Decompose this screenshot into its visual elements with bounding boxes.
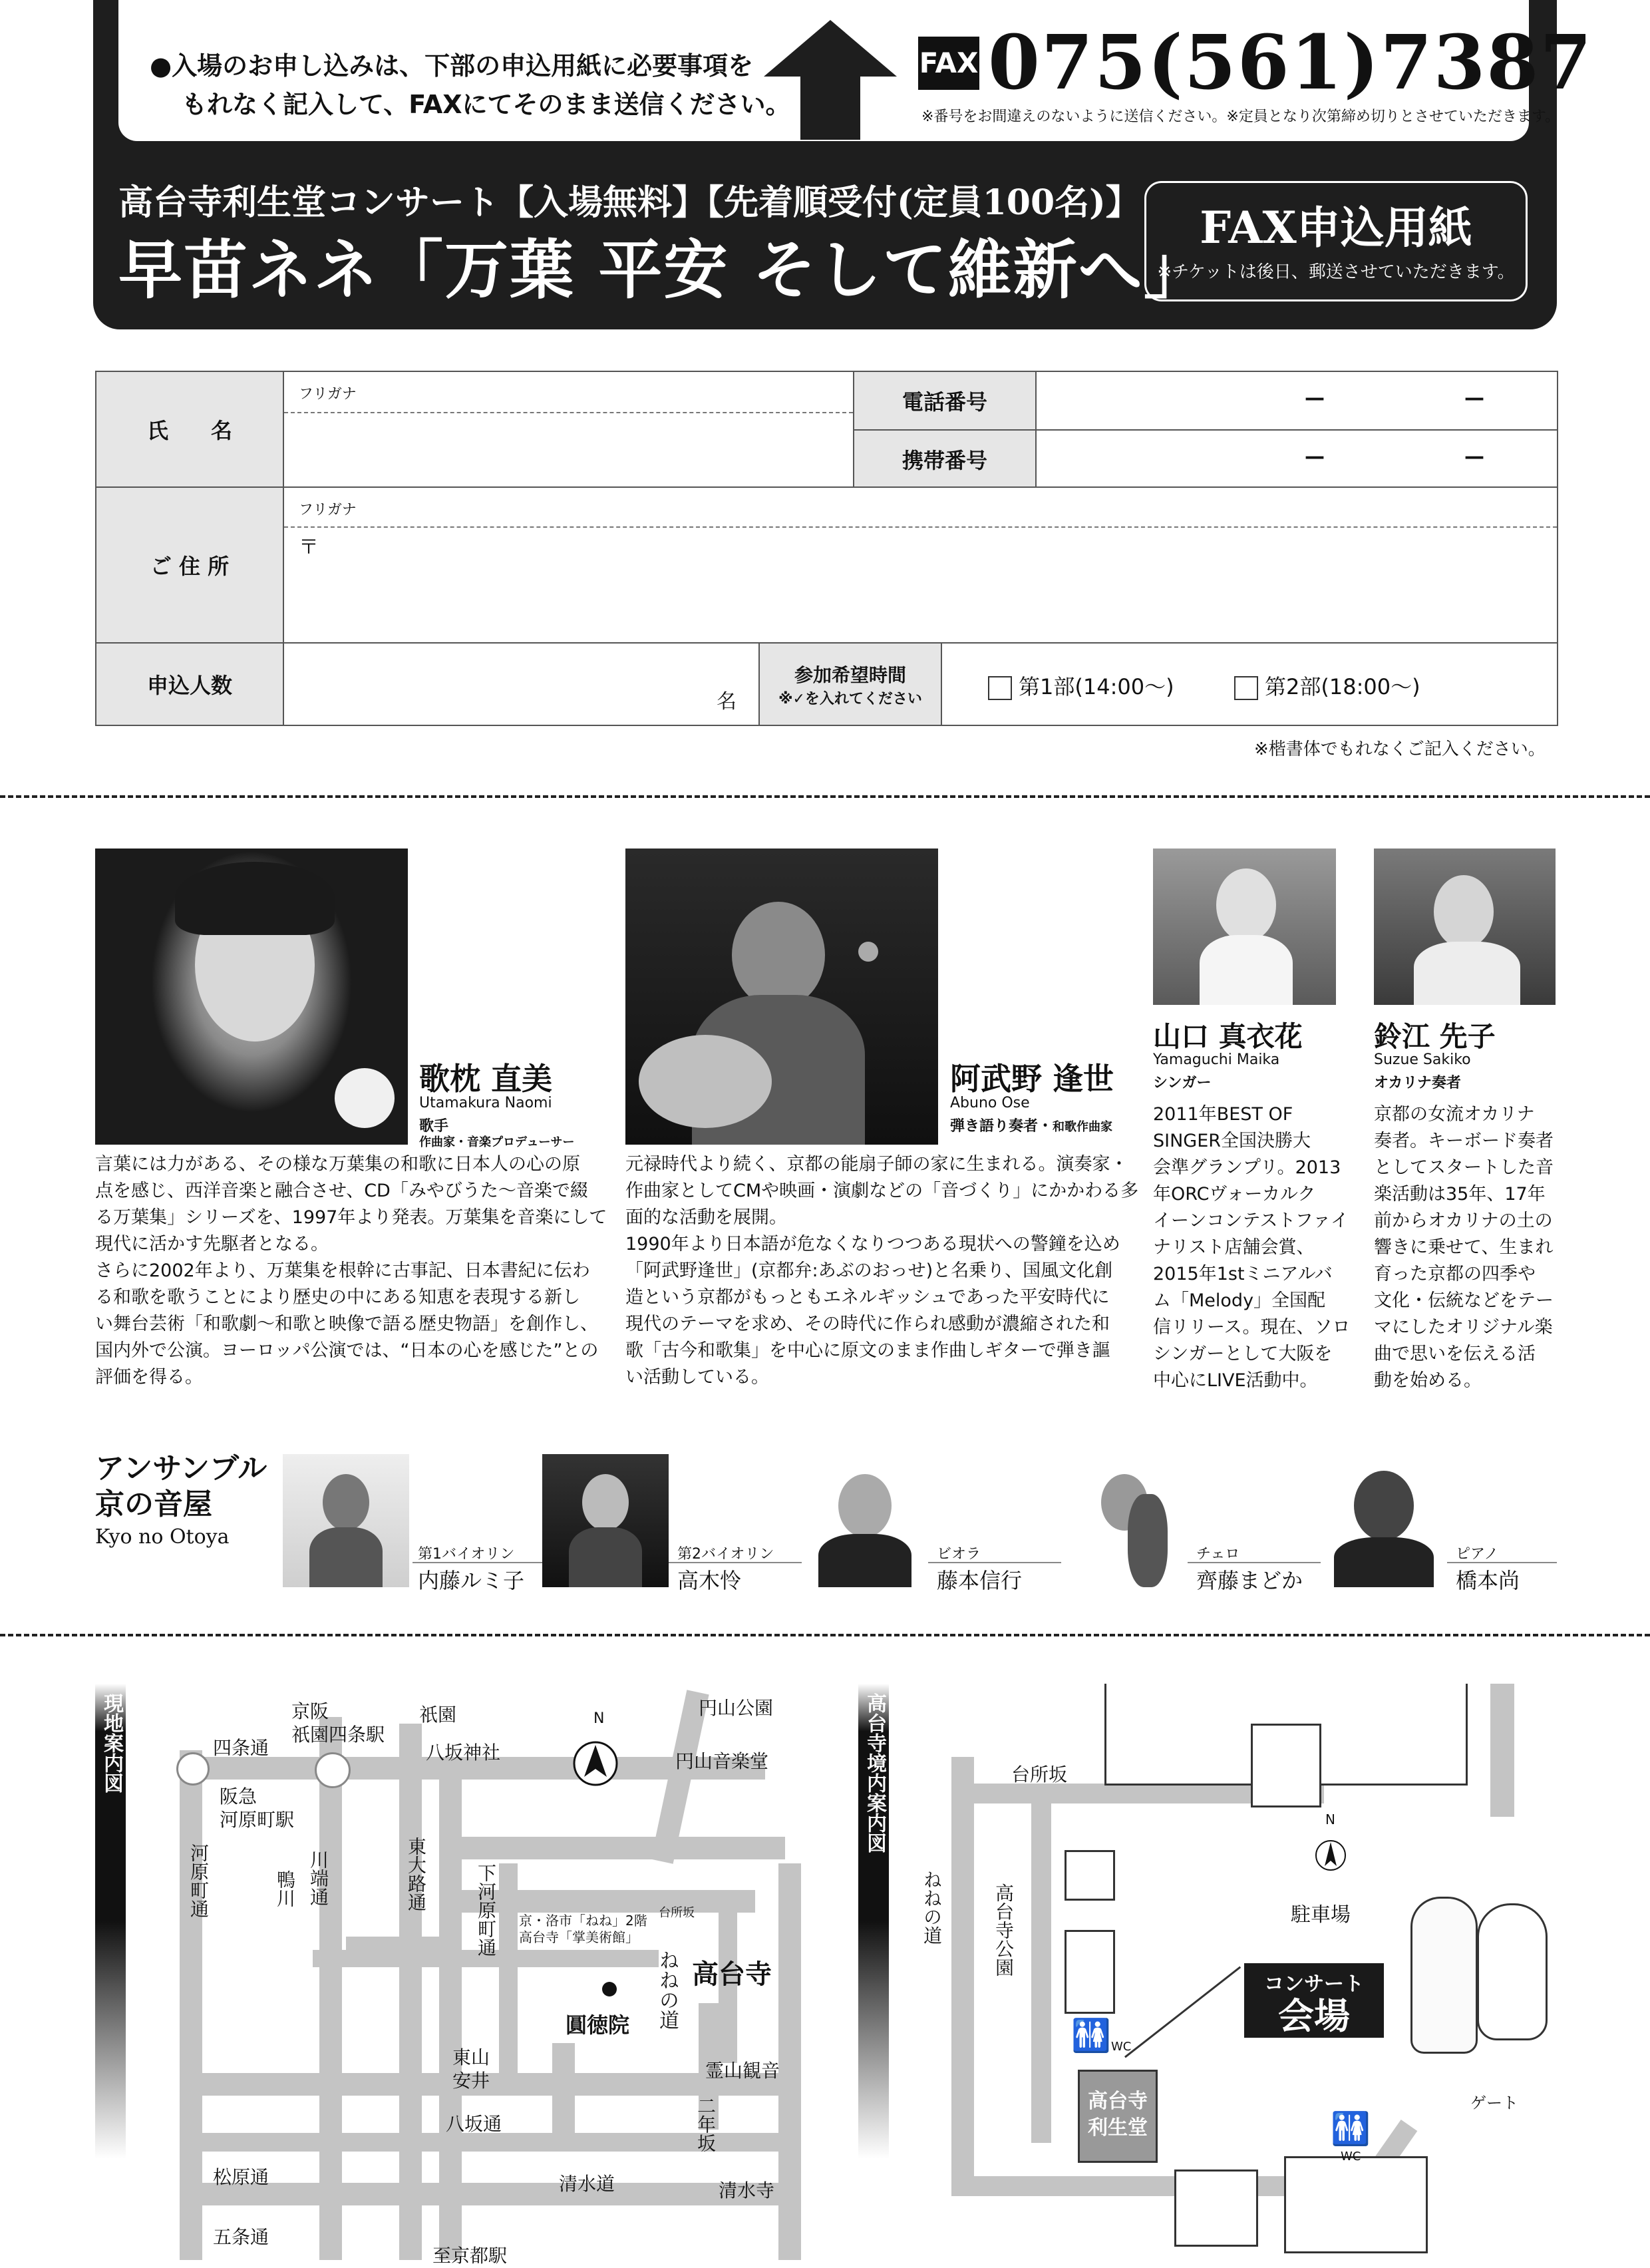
label-gion-shijo: 祇園四条駅 xyxy=(291,1724,385,1746)
risho-do-building xyxy=(1078,2070,1158,2163)
ensemble-title-2: 京の音屋 xyxy=(95,1487,212,1521)
performer-role-suzue: オカリナ奏者 xyxy=(1374,1075,1461,1091)
label-hankyu: 阪急 xyxy=(220,1786,257,1807)
ensemble-part-2: 第2バイオリン xyxy=(677,1546,774,1563)
performer-role2-utamakura: 作曲家・音楽プロデューサー xyxy=(419,1135,575,1149)
label-yasaka-dori: 八坂通 xyxy=(446,2113,502,2135)
time-label: 参加希望時間 xyxy=(794,663,906,686)
label-wc-2: WC xyxy=(1341,2150,1361,2164)
intro-text xyxy=(150,47,791,124)
label-venue: 会場 xyxy=(1278,1995,1350,2037)
grounds-map xyxy=(905,1684,1557,2260)
address-furigana-label: フリガナ xyxy=(299,502,357,518)
address-field[interactable] xyxy=(284,529,1555,641)
label-yasaka-jinja: 八坂神社 xyxy=(426,1742,501,1764)
toilet-icon-1: 🚻 xyxy=(1071,2017,1111,2054)
label-kiyomizudera: 清水寺 xyxy=(719,2179,775,2201)
option-2-checkbox[interactable] xyxy=(1234,676,1258,700)
photo-yamaguchi xyxy=(1153,849,1336,1005)
performer-name-suzue: 鈴江 先子 xyxy=(1374,1020,1496,1053)
option-1[interactable] xyxy=(988,670,1174,701)
label-maruyama-koen: 円山公園 xyxy=(699,1697,774,1719)
fax-number: 075(561)7387 xyxy=(988,19,1593,106)
label-maruyama-ongakudo: 円山音楽堂 xyxy=(675,1750,769,1772)
label-entokuin: 圓徳院 xyxy=(566,2012,630,2038)
label-yasui: 安井 xyxy=(452,2070,490,2092)
photo-hashimoto xyxy=(1321,1454,1447,1587)
area-map xyxy=(140,1684,812,2267)
ensemble-member-1: 内藤ルミ子 xyxy=(418,1568,525,1593)
north-arrow-icon-2 xyxy=(1314,1823,1347,1877)
intro-line-1: ●入場のお申し込みは、下部の申込用紙に必要事項を xyxy=(150,51,754,81)
map2-title: 高台寺境内案内図 xyxy=(858,1684,889,2159)
performer-romaji-yamaguchi: Yamaguchi Maika xyxy=(1153,1051,1280,1068)
photo-saito xyxy=(1061,1454,1188,1587)
concert-venue-box xyxy=(1244,1963,1384,2038)
count-field[interactable] xyxy=(284,645,756,723)
label-kamo: 鴨川 xyxy=(274,1870,296,1907)
photo-fujimoto xyxy=(802,1454,928,1587)
toilet-icon-2: 🚻 xyxy=(1331,2110,1371,2148)
ensemble-part-1: 第1バイオリン xyxy=(418,1546,515,1563)
photo-suzue xyxy=(1374,849,1556,1005)
concert-subtitle: 高台寺利生堂コンサート【入場無料】【先着順受付(定員100名)】 xyxy=(118,182,1140,223)
label-keihan: 京阪 xyxy=(291,1700,329,1722)
mobile-dash-1: — xyxy=(1305,445,1325,469)
name-furigana-label: フリガナ xyxy=(299,386,357,403)
label-concert: コンサート xyxy=(1264,1973,1364,1996)
form-footnote: ※楷書体でもれなくご記入ください。 xyxy=(1254,739,1546,759)
fax-note: ※番号をお間違えのないように送信ください。※定員となり次第締め切りとさせていただきます。 xyxy=(921,108,1560,125)
label-kiyomizu-michi: 清水道 xyxy=(559,2173,615,2195)
performer-bio-yamaguchi: 2011年BEST OF SINGER全国決勝大 会準グランプリ。2013 年ORCヴォーカルク イーンコンテストファイ ナリスト店舗会賞、 2015年1stミニアルバ ム「Melody」全国配 信リリース。現在、ソロ シンガーとして大阪を 中心にLIVE活動中。 xyxy=(1153,1104,1351,1391)
option-1-checkbox[interactable] xyxy=(988,676,1012,700)
performer-name-utamakura: 歌枕 直美 xyxy=(419,1061,553,1097)
performer-bio-abuno: 元禄時代より続く、京都の能扇子師の家に生まれる。演奏家・ 作曲家としてCMや映画・演劇などの「音づくり」にかかわる多 面的な活動を展開。 1990年より日本語が危なくなりつつある現状への警鐘を込め 「阿武野逢世」(京都弁:あぶのおっせ)と名乗り、国風文化創 造という京都がもっともエネルギッシュであった平安時代に 現代のテーマを求め、その時代に作られ感動が濃縮された和 歌「古今和歌集」を中心に原文のまま作曲しギターで弾き謳 い活動している。 xyxy=(625,1154,1139,1388)
performer-name-yamaguchi: 山口 真衣花 xyxy=(1153,1020,1303,1053)
label-nene-michi: ねねの道 xyxy=(655,1950,679,2030)
label-shimokawara: 下河原町通 xyxy=(475,1863,497,1957)
cut-line-2 xyxy=(0,1634,1650,1636)
ensemble-member-3: 藤本信行 xyxy=(937,1568,1023,1593)
name-label: 氏 名 xyxy=(96,372,284,486)
label-daidokorozaka-2: 台所坂 xyxy=(1011,1764,1068,1786)
label-risho-2: 利生堂 xyxy=(1088,2116,1148,2140)
performer-romaji-suzue: Suzue Sakiko xyxy=(1374,1051,1471,1068)
label-higashiyama: 東山 xyxy=(452,2046,490,2068)
label-risho-1: 高台寺 xyxy=(1088,2090,1148,2113)
label-gojo: 五条通 xyxy=(213,2226,269,2248)
label-daidokorozaka-1: 台所坂 xyxy=(659,1906,695,1920)
photo-takagi xyxy=(542,1454,669,1587)
performer-role-yamaguchi: シンガー xyxy=(1153,1075,1212,1091)
label-museum-2: 高台寺「掌美術館」 xyxy=(519,1929,639,1945)
name-field[interactable] xyxy=(284,413,850,485)
mascot-2-icon xyxy=(1477,1903,1548,2040)
ensemble-title-1: アンサンブル xyxy=(95,1451,267,1485)
ensemble-member-5: 橋本尚 xyxy=(1456,1568,1520,1593)
label-wc-1: WC xyxy=(1111,2040,1132,2054)
fax-form-box xyxy=(1144,181,1528,301)
ensemble-romaji: Kyo no Otoya xyxy=(95,1525,230,1549)
map1-north-label: N xyxy=(593,1710,605,1727)
performer-role-utamakura: 歌手 xyxy=(419,1118,449,1135)
postal-mark: 〒 xyxy=(299,536,319,559)
label-kawaramachi-dori: 河原町通 xyxy=(188,1843,210,1918)
label-shijo-dori: 四条通 xyxy=(213,1737,269,1759)
option-2[interactable] xyxy=(1234,670,1420,701)
mobile-label: 携帯番号 xyxy=(853,429,1037,488)
label-kodaiji: 高台寺 xyxy=(692,1959,772,1990)
option-1-label: 第1部(14:00〜) xyxy=(1019,674,1174,699)
performer-name-abuno: 阿武野 逢世 xyxy=(950,1061,1114,1097)
label-kodaiji-koen: 高台寺公園 xyxy=(993,1883,1015,1977)
performer-role-abuno: 弾き語り奏者・和歌作曲家 xyxy=(950,1118,1113,1135)
concert-title: 早苗ネネ「万葉 平安 そして維新へ」 xyxy=(118,232,1209,307)
label-gate: ゲート xyxy=(1470,2094,1518,2112)
mobile-field[interactable] xyxy=(1035,431,1557,486)
map2-north-label: N xyxy=(1325,1811,1335,1827)
up-arrow-icon xyxy=(764,20,897,140)
performer-bio-utamakura: 言葉には力がある、その様な万葉集の和歌に日本人の心の原 点を感じ、西洋音楽と融合させ、CD「みやびうた〜音楽で綴 る万葉集」シリーズを、1997年より発表。万葉集を音楽にして 現代に活かす先駆者となる。 さらに2002年より、万葉集を根幹に古事記、日本書紀に伝わ る和歌を歌うことにより歴史の中にある知恵を表現する新し い舞台芸術「和歌劇〜和歌と映像で語る歴史物語」を創作し、 国内外で公演。ヨーロッパ公演では、“日本の心を感じた”との 評価を得る。 xyxy=(95,1154,607,1388)
application-form xyxy=(95,371,1558,726)
label-ryozen: 霊山観音 xyxy=(705,2060,780,2082)
address-label: ご 住 所 xyxy=(96,488,284,642)
ensemble-part-5: ピアノ xyxy=(1456,1546,1499,1563)
count-label: 申込人数 xyxy=(96,644,284,725)
ensemble-part-4: チェロ xyxy=(1196,1546,1240,1563)
label-matsubara: 松原通 xyxy=(213,2166,269,2188)
ensemble-part-3: ビオラ xyxy=(937,1546,981,1563)
time-note: ※✓を入れてください xyxy=(778,690,922,707)
label-to-kyoto: 至京都駅 xyxy=(432,2245,508,2267)
label-museum: 京・洛市「ねね」2階 xyxy=(519,1913,647,1929)
map1-title: 現地案内図 xyxy=(95,1684,126,2159)
ensemble-member-2: 高木怜 xyxy=(677,1568,742,1593)
label-kawaramachi-station: 河原町駅 xyxy=(220,1809,295,1831)
performer-bio-suzue: 京都の女流オカリナ 奏者。キーボード奏者 としてスタートした音 楽活動は35年、17年 前からオカリナの土の 響きに乗せて、生まれ 育った京都の四季や 文化・伝統などをテー マにしたオリジナル楽 曲で思いを伝える活 動を始める。 xyxy=(1374,1104,1554,1391)
ensemble-member-4: 齊藤まどか xyxy=(1196,1568,1303,1593)
mascot-1-icon xyxy=(1410,1897,1478,2054)
count-unit: 名 xyxy=(717,690,737,713)
label-nene-michi-2: ねねの道 xyxy=(921,1870,943,1945)
intro-line-2: もれなく記入して、FAXにてそのまま送信ください。 xyxy=(182,90,791,119)
fax-badge: FAX xyxy=(918,37,979,90)
label-gion: 祇園 xyxy=(419,1704,457,1726)
photo-abuno xyxy=(625,849,938,1145)
ensemble-title xyxy=(95,1451,267,1523)
label-parking: 駐車場 xyxy=(1291,1903,1351,1927)
label-kawabata: 川端通 xyxy=(307,1850,329,1906)
phone-dash-2: — xyxy=(1464,387,1484,410)
photo-naito xyxy=(283,1454,409,1587)
phone-field[interactable] xyxy=(1035,372,1557,429)
form-box-note: ※チケットは後日、郵送させていただきます。 xyxy=(1157,262,1515,282)
form-box-title: FAX申込用紙 xyxy=(1200,202,1472,254)
performer-romaji-abuno: Abuno Ose xyxy=(950,1095,1030,1111)
cut-line-1 xyxy=(0,795,1650,798)
phone-label: 電話番号 xyxy=(853,372,1037,429)
label-higashioji: 東大路通 xyxy=(405,1837,427,1911)
north-arrow-icon xyxy=(572,1724,619,1790)
photo-utamakura xyxy=(95,849,408,1145)
mobile-dash-2: — xyxy=(1464,445,1484,469)
label-ninenzaka: 二年坂 xyxy=(695,2096,717,2152)
option-2-label: 第2部(18:00〜) xyxy=(1265,674,1420,699)
performer-romaji-utamakura: Utamakura Naomi xyxy=(419,1095,552,1111)
phone-dash-1: — xyxy=(1305,387,1325,410)
time-label-cell xyxy=(758,644,942,725)
